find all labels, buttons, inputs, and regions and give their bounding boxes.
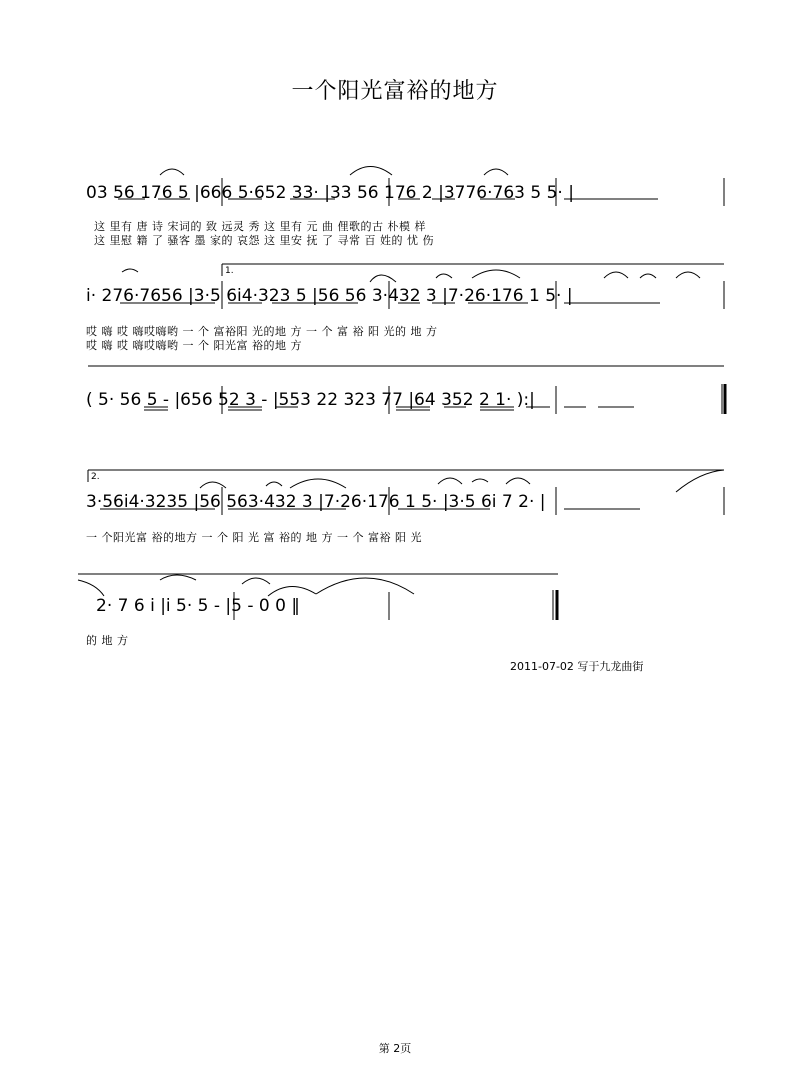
- system-2-lyric-2: 哎 嗨 哎 嗨哎嗨哟 一 个 阳光富 裕的地 方: [86, 339, 302, 352]
- system-5-lyric-1: 的 地 方: [86, 634, 129, 647]
- volta-1-label: 1.: [225, 266, 234, 276]
- volta-2-label: 2.: [91, 472, 100, 482]
- page-title: 一个阳光富裕的地方: [291, 79, 499, 104]
- system-5-notes: 2· 7 6 i |i 5· 5 - |5 - 0 0 ‖: [96, 596, 300, 616]
- system-1-notes: 03 56 176 5 |666 5·652 33· |33 56 176 2 |3776·763 5 5· |: [86, 183, 574, 203]
- system-4-notes: 3·56i4·3235 |56 563·432 3 |7·26·176 1 5· |3·5 6i 7 2· |: [86, 492, 546, 512]
- system-1-lyric-2: 这 里慰 籍 了 骚客 墨 家的 哀怨 这 里安 抚 了 寻常 百 姓的 忧 伤: [94, 234, 434, 247]
- composition-date: 2011-07-02 写于九龙曲街: [510, 660, 644, 673]
- system-1-lyric-1: 这 里有 唐 诗 宋词的 致 远灵 秀 这 里有 元 曲 俚歌的古 朴模 样: [94, 220, 426, 233]
- system-2-lyric-1: 哎 嗨 哎 嗨哎嗨哟 一 个 富裕阳 光的地 方 一 个 富 裕 阳 光的 地 方: [86, 325, 438, 338]
- system-4-lyric-1: 一 个阳光富 裕的地方 一 个 阳 光 富 裕的 地 方 一 个 富裕 阳 光: [86, 531, 422, 544]
- system-3-notes: ( 5· 56 5 - |656 52 3 - |553 22 323 77 |64 352 2 1· ):|: [86, 390, 535, 410]
- system-2-notes: i· 276·7656 |3·5 6i4·323 5 |56 56 3·432 3 |7·26·176 1 5· |: [86, 286, 573, 306]
- page-number: 第 2页: [378, 1042, 412, 1055]
